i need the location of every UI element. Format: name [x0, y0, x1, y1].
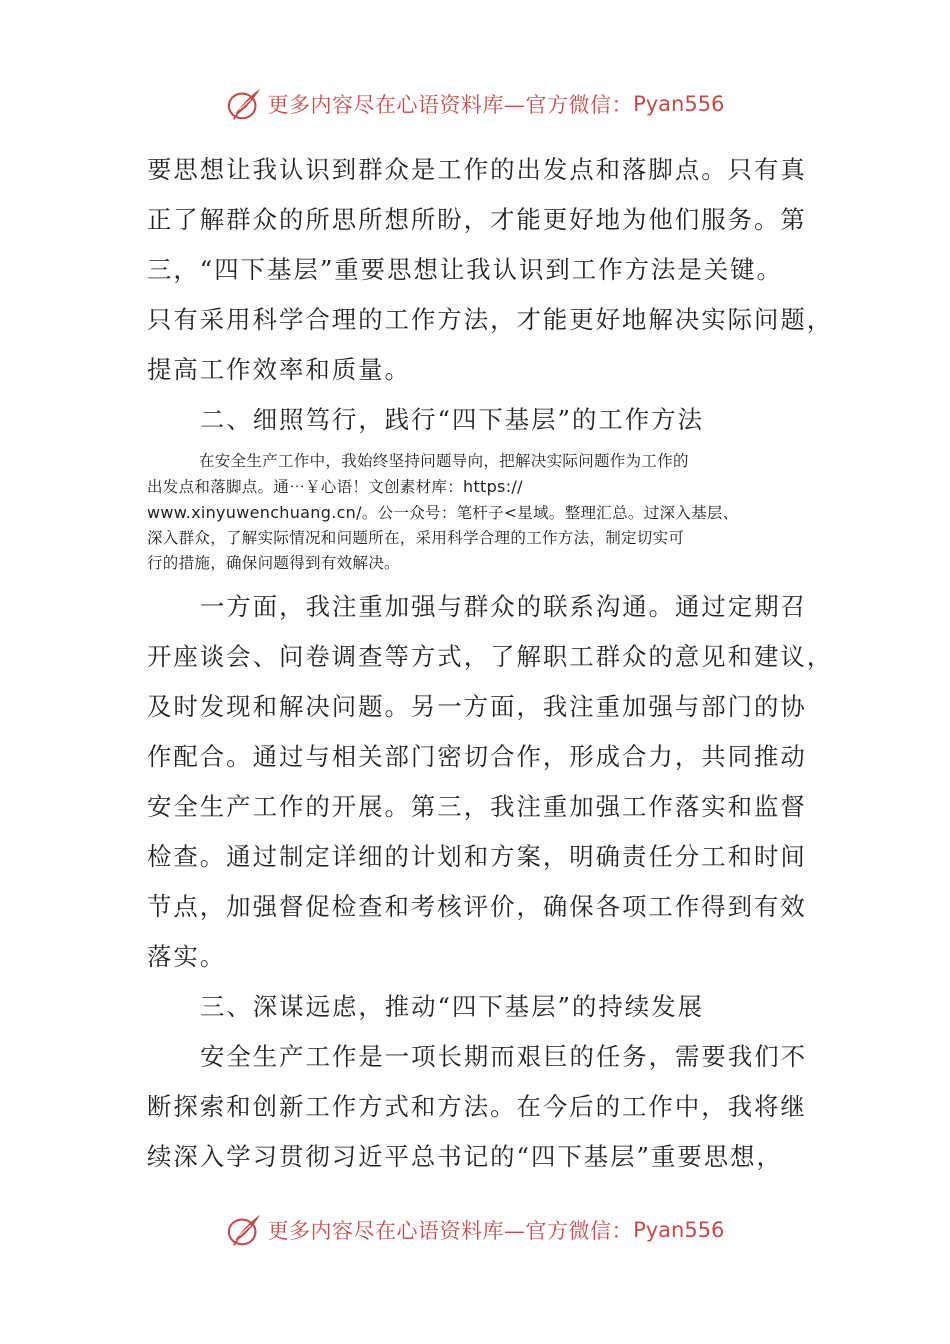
- paragraph-line: 开座谈会、问卷调查等方式，了解职工群众的意见和建议，: [147, 642, 834, 671]
- document-body: [147, 145, 834, 1182]
- small-paragraph-line: 深入群众，了解实际情况和问题所在，采用科学合理的工作方法，制定切实可: [147, 529, 685, 547]
- small-paragraph: [147, 445, 797, 582]
- footer-slogan: 更多内容尽在心语资料库—官方微信：: [267, 1219, 634, 1243]
- quill-pen-logo-icon: [226, 1211, 264, 1249]
- section-heading-3: 三、深谋远虑，推动“四下基层”的持续发展: [200, 992, 704, 1021]
- header-slogan: 更多内容尽在心语资料库—官方微信：: [267, 93, 634, 117]
- paragraph-line: 检查。通过制定详细的计划和方案，明确责任分工和时间: [147, 842, 807, 871]
- paragraph-line: 断探索和创新工作方式和方法。在今后的工作中，我将继: [147, 1092, 807, 1121]
- website-url-prefix: https://: [463, 477, 523, 496]
- small-paragraph-line: [147, 500, 797, 526]
- paragraph-line: 及时发现和解决问题。另一方面，我注重加强与部门的协: [147, 692, 807, 721]
- section-heading-2: 二、细照笃行，践行“四下基层”的工作方法: [200, 405, 704, 434]
- paragraph-line: 正了解群众的所思所想所盼，才能更好地为他们服务。第: [147, 205, 807, 234]
- small-text: 出发点和落脚点。通⋯￥心语！文创素材库：: [147, 478, 464, 496]
- small-text: 。公一众号：笔杆子<星域。整理汇总。过深入基层、: [361, 504, 739, 522]
- footer-banner: [0, 1210, 950, 1250]
- quill-pen-logo-icon: [226, 85, 264, 123]
- footer-wechat-handle: Pyan556: [633, 1218, 725, 1242]
- paragraph-line: 一方面，我注重加强与群众的联系沟通。通过定期召: [200, 592, 807, 621]
- paragraph-line: 安全生产工作是一项长期而艰巨的任务，需要我们不: [200, 1042, 807, 1071]
- header-banner: [0, 84, 950, 124]
- paragraph-line: 三，“四下基层”重要思想让我认识到工作方法是关键。: [147, 255, 783, 284]
- header-wechat-handle: Pyan556: [633, 92, 725, 116]
- paragraph-line: 只有采用科学合理的工作方法，才能更好地解决实际问题，: [147, 305, 834, 334]
- paragraph-line: 提高工作效率和质量。: [147, 355, 411, 384]
- small-paragraph-line: 在安全生产工作中，我始终坚持问题导向，把解决实际问题作为工作的: [199, 452, 689, 470]
- paragraph-line: 安全生产工作的开展。第三，我注重加强工作落实和监督: [147, 792, 807, 821]
- paragraph-line: 节点，加强督促检查和考核评价，确保各项工作得到有效: [147, 892, 807, 921]
- paragraph-line: 落实。: [147, 942, 227, 971]
- small-paragraph-line: 行的措施，确保问题得到有效解决。: [147, 554, 400, 572]
- website-url: www.xinyuwenchuang.cn/: [147, 503, 362, 522]
- small-paragraph-line: [147, 474, 797, 500]
- paragraph-line: 作配合。通过与相关部门密切合作，形成合力，共同推动: [147, 742, 807, 771]
- paragraph-line: 要思想让我认识到群众是工作的出发点和落脚点。只有真: [147, 155, 807, 184]
- paragraph-line: 续深入学习贯彻习近平总书记的“四下基层”重要思想，: [147, 1142, 783, 1171]
